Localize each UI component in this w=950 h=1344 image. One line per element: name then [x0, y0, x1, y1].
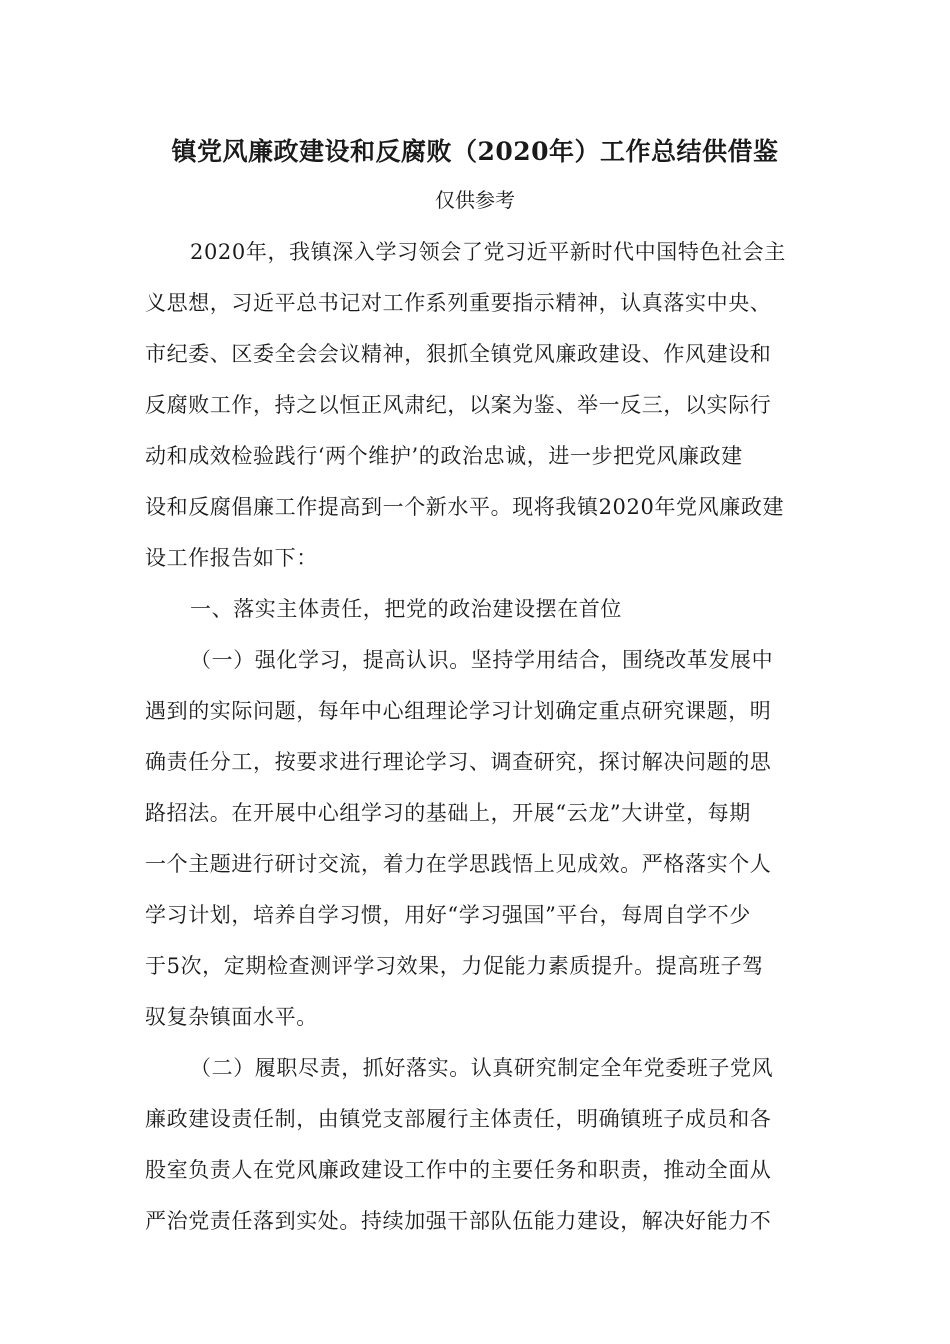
paragraph-line: 市纪委、区委全会会议精神，狠抓全镇党风廉政建设、作风建设和 — [145, 342, 772, 366]
paragraph-line: 设和反腐倡廉工作提高到一个新水平。现将我镇2020年党风廉政建 — [145, 495, 785, 519]
paragraph-line: 于5次，定期检查测评学习效果，力促能力素质提升。提高班子驾 — [145, 954, 764, 978]
paragraph-line: 动和成效检验践行‘两个维护’的政治忠诚，进一步把党风廉政建 — [145, 444, 743, 468]
paragraph-line: 一个主题进行研讨交流，着力在学思践悟上见成效。严格落实个人 — [145, 852, 772, 876]
paragraph-line: 确责任分工，按要求进行理论学习、调查研究，探讨解决问题的思 — [145, 750, 772, 774]
paragraph-line: 设工作报告如下： — [145, 546, 318, 570]
paragraph-line: 反腐败工作，持之以恒正风肃纪，以案为鉴、举一反三，以实际行 — [145, 393, 772, 417]
paragraph-line: 路招法。在开展中心组学习的基础上，开展“云龙”大讲堂，每期 — [145, 801, 751, 825]
document-title: 镇党风廉政建设和反腐败（2020年）工作总结供借鉴 — [171, 137, 779, 166]
paragraph-line: 严治党责任落到实处。持续加强干部队伍能力建设，解决好能力不 — [145, 1209, 772, 1233]
paragraph-line: 驭复杂镇面水平。 — [145, 1005, 318, 1029]
paragraph-line: 义思想，习近平总书记对工作系列重要指示精神，认真落实中央、 — [145, 291, 772, 315]
paragraph-line: 遇到的实际问题，每年中心组理论学习计划确定重点研究课题，明 — [145, 699, 772, 723]
document-subtitle: 仅供参考 — [435, 188, 515, 212]
paragraph-line: 股室负责人在党风廉政建设工作中的主要任务和职责，推动全面从 — [145, 1158, 772, 1182]
paragraph-line: 廉政建设责任制，由镇党支部履行主体责任，明确镇班子成员和各 — [145, 1107, 772, 1131]
paragraph-line: （一）强化学习，提高认识。坚持学用结合，围绕改革发展中 — [190, 648, 774, 672]
section-heading: 一、落实主体责任，把党的政治建设摆在首位 — [190, 597, 622, 621]
paragraph-line: 学习计划，培养自学习惯，用好“学习强国”平台，每周自学不少 — [145, 903, 751, 927]
paragraph-line: 2020年，我镇深入学习领会了党习近平新时代中国特色社会主 — [190, 240, 786, 264]
paragraph-line: （二）履职尽责，抓好落实。认真研究制定全年党委班子党风 — [190, 1056, 774, 1080]
